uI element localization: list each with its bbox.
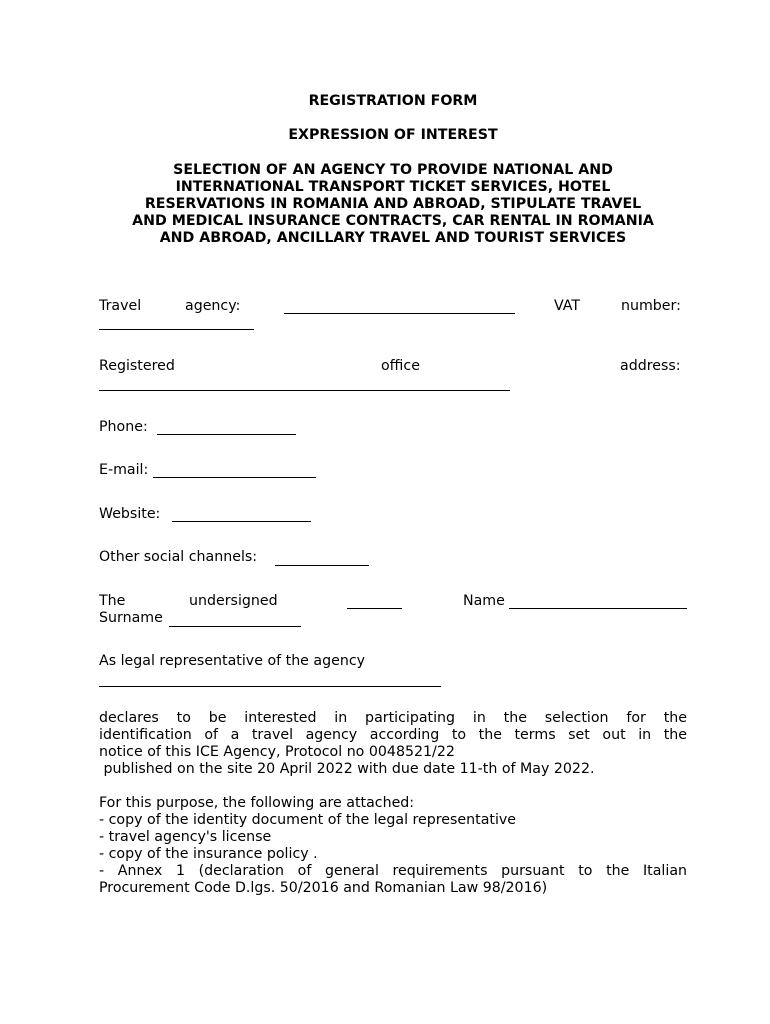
form-title: REGISTRATION FORM xyxy=(308,93,478,109)
vat-number-field[interactable] xyxy=(99,329,254,330)
undersigned-word-1: The xyxy=(99,593,126,609)
travel-agency-label-word-2: agency: xyxy=(185,298,241,314)
social-channels-field[interactable] xyxy=(275,565,369,566)
surname-field[interactable] xyxy=(169,626,301,627)
website-field[interactable] xyxy=(172,521,311,522)
registered-label-word-1: Registered xyxy=(99,358,175,374)
phone-label: Phone: xyxy=(99,419,148,435)
legal-representative-field[interactable] xyxy=(99,686,441,687)
attachment-item: - Annex 1 (declaration of general requirements pursuant to the Italian xyxy=(99,863,687,879)
travel-agency-label-word-1: Travel xyxy=(99,298,142,314)
declaration-line-1: declares to be interested in participating in the selection for the xyxy=(99,710,687,726)
attachments-intro: For this purpose, the following are attached: xyxy=(99,795,415,811)
vat-label-word-2: number: xyxy=(621,298,681,314)
form-subtitle: EXPRESSION OF INTEREST xyxy=(288,127,498,143)
selection-title-line-2: INTERNATIONAL TRANSPORT TICKET SERVICES, HOTEL xyxy=(175,179,611,195)
declaration-paragraph xyxy=(99,710,687,778)
registered-label-word-2: office xyxy=(381,358,420,374)
selection-title-line-5: AND ABROAD, ANCILLARY TRAVEL AND TOURIST SERVICES xyxy=(159,230,627,246)
vat-label-word-1: VAT xyxy=(554,298,581,314)
travel-agency-field[interactable] xyxy=(284,313,515,314)
attachments-list xyxy=(99,795,687,897)
declaration-line-4: published on the site 20 April 2022 with due date 11-th of May 2022. xyxy=(99,761,595,777)
attachment-item: - travel agency's license xyxy=(99,829,272,845)
legal-representative-label: As legal representative of the agency xyxy=(99,653,366,669)
undersigned-title-field[interactable] xyxy=(347,608,402,609)
undersigned-word-2: undersigned xyxy=(189,593,278,609)
attachment-item: - copy of the insurance policy . xyxy=(99,846,318,862)
attachment-item: - copy of the identity document of the legal representative xyxy=(99,812,517,828)
registered-label-word-3: address: xyxy=(620,358,681,374)
phone-field[interactable] xyxy=(157,434,296,435)
surname-label: Surname xyxy=(99,610,163,626)
selection-title-line-1: SELECTION OF AN AGENCY TO PROVIDE NATIONAL AND xyxy=(173,162,613,178)
name-label: Name xyxy=(463,593,505,609)
declaration-line-3: notice of this ICE Agency, Protocol no 0048521/22 xyxy=(99,744,455,760)
email-label: E-mail: xyxy=(99,462,149,478)
email-field[interactable] xyxy=(153,477,316,478)
selection-title-line-3: RESERVATIONS IN ROMANIA AND ABROAD, STIPULATE TRAVEL xyxy=(144,196,642,212)
registered-office-address-field[interactable] xyxy=(99,390,510,391)
selection-title-line-4: AND MEDICAL INSURANCE CONTRACTS, CAR RENTAL IN ROMANIA xyxy=(132,213,654,229)
attachment-item-continued: Procurement Code D.lgs. 50/2016 and Romanian Law 98/2016) xyxy=(99,880,548,896)
name-field[interactable] xyxy=(509,608,687,609)
social-channels-label: Other social channels: xyxy=(99,549,258,565)
website-label: Website: xyxy=(99,506,161,522)
declaration-line-2: identification of a travel agency according to the terms set out in the xyxy=(99,727,687,743)
